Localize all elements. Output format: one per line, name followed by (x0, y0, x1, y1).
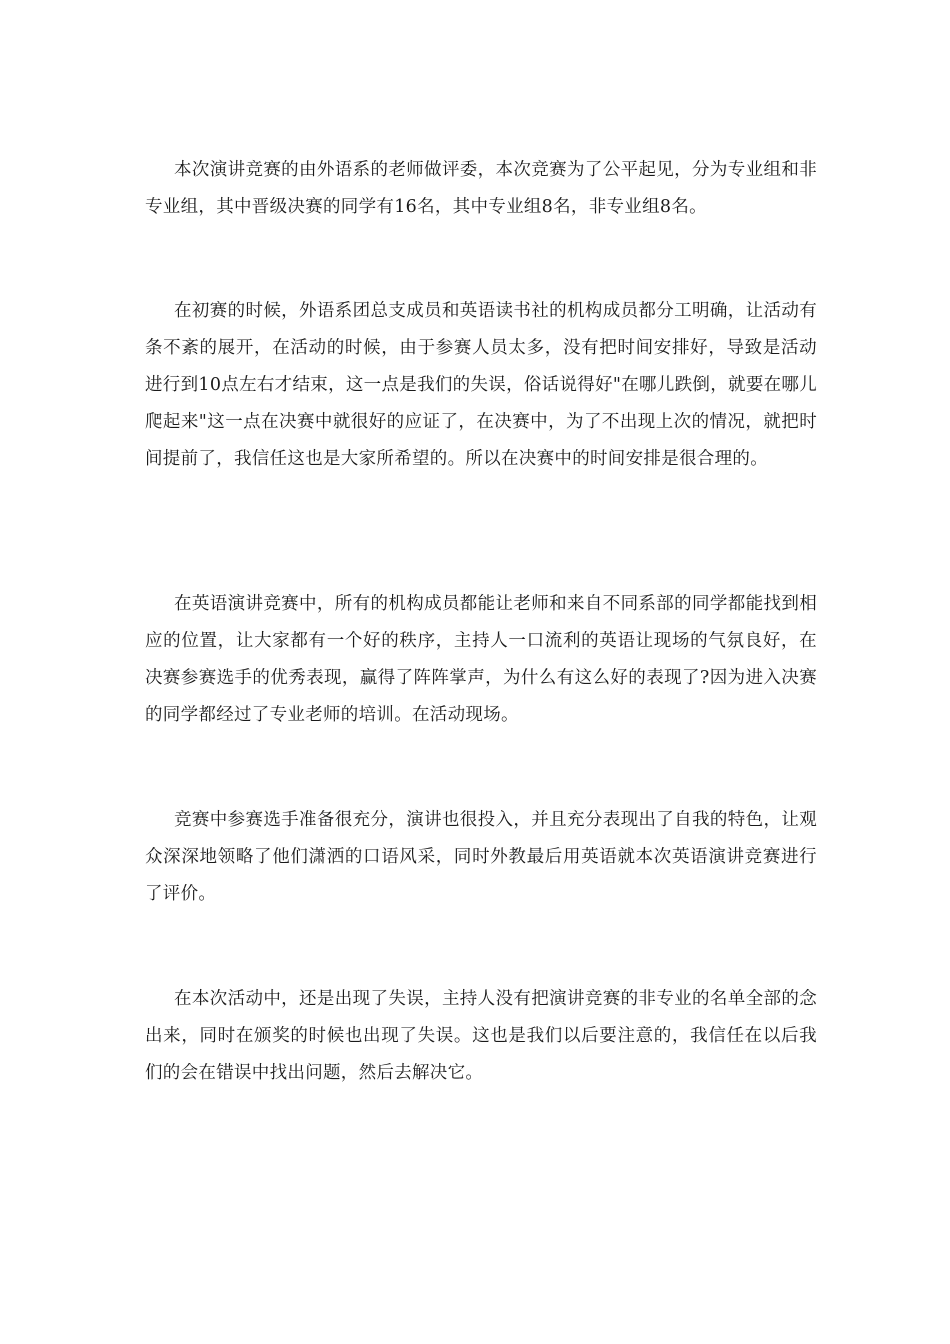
paragraph-mistakes: 在本次活动中，还是出现了失误，主持人没有把演讲竞赛的非专业的名单全部的念出来，同时在颁奖的时候也出现了失误。这也是我们以后要注意的，我信任在以后我们的会在错误中找出问题，然后去解决它。 (145, 989, 817, 1083)
paragraph-preliminary-round: 在初赛的时候，外语系团总支成员和英语读书社的机构成员都分工明确，让活动有条不紊的展开，在活动的时候，由于参赛人员太多，没有把时间安排好，导致是活动进行到10点左右才结束，这一点是我们的失误，俗话说得好"在哪儿跌倒，就要在哪儿爬起来"这一点在决赛中就很好的应证了，在决赛中，为了不出现上次的情况，就把时间提前了，我信任这也是大家所希望的。所以在决赛中的时间安排是很合理的。 (145, 301, 818, 469)
paragraph-final-round: 在英语演讲竞赛中，所有的机构成员都能让老师和来自不同系部的同学都能找到相应的位置，让大家都有一个好的秩序，主持人一口流利的英语让现场的气氛良好，在决赛参赛选手的优秀表现，赢得了阵阵掌声，为什么有这么好的表现了?因为进入决赛的同学都经过了专业老师的培训。在活动现场。 (145, 594, 817, 725)
paragraph-contestants: 竞赛中参赛选手准备很充分，演讲也很投入，并且充分表现出了自我的特色，让观众深深地领略了他们潇洒的口语风采，同时外教最后用英语就本次英语演讲竞赛进行了评价。 (145, 810, 817, 904)
paragraph-judging: 本次演讲竞赛的由外语系的老师做评委，本次竞赛为了公平起见，分为专业组和非专业组，其中晋级决赛的同学有16名，其中专业组8名，非专业组8名。 (145, 160, 817, 217)
